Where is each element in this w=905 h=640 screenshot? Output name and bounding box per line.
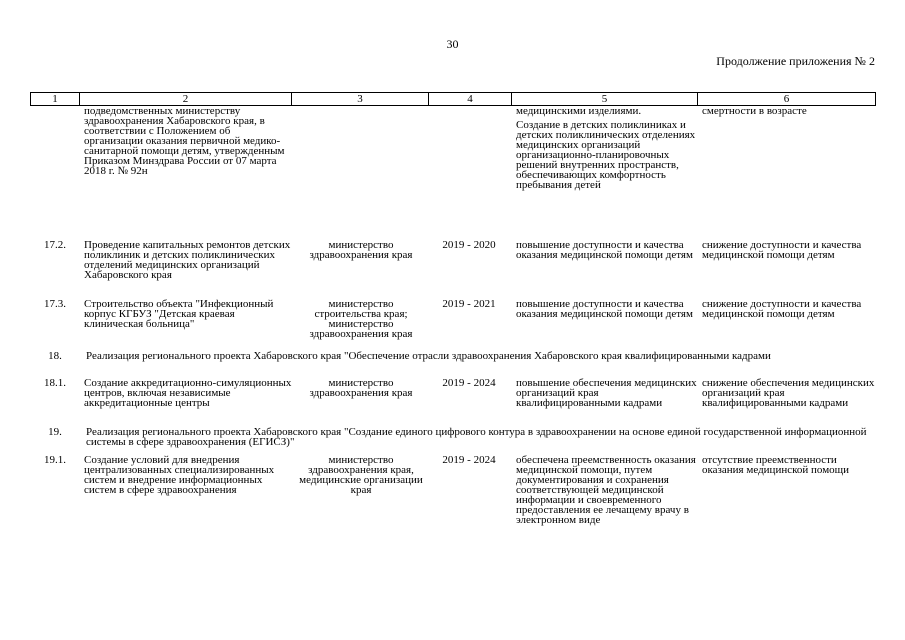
cell-result-part-b: Создание в детских поликлиниках и детских поликлинических отделениях медицинских организаций организационно-планировочных решений внутренних пространств, обеспечивающих комфортность пребывания детей bbox=[516, 119, 696, 191]
cell-result-part-a: медицинскими изделиями. bbox=[516, 105, 642, 117]
header-cell-1: 1 bbox=[30, 93, 80, 105]
cell-period: 2019 - 2021 bbox=[442, 298, 496, 310]
cell-period: 2019 - 2024 bbox=[442, 377, 496, 389]
continuation-note: Продолжение приложения № 2 bbox=[716, 54, 875, 68]
header-cell-3: 3 bbox=[292, 93, 429, 105]
cell-name: подведомственных министерству здравоохранения Хабаровского края, в соответствии с Положением об организации оказания первичной медико-санитарной помощи детям, утвержденным Приказом Минздрава России от 07 марта 2018 г. № 92н bbox=[84, 105, 285, 177]
cell-number: 19.1. bbox=[44, 454, 66, 466]
cell-result: повышение доступности и качества оказания медицинской помощи детям bbox=[516, 298, 693, 320]
header-cell-5: 5 bbox=[512, 93, 698, 105]
cell-result: повышение обеспечения медицинских организаций края квалифицированными кадрами bbox=[516, 377, 697, 409]
cell-number: 17.3. bbox=[44, 298, 66, 310]
cell-name: Проведение капитальных ремонтов детских поликлиник и детских поликлинических отделений медицинских организаций Хабаровского края bbox=[84, 239, 291, 281]
cell-period: 2019 - 2024 bbox=[442, 454, 496, 466]
cell-number: 19. bbox=[48, 426, 62, 438]
cell-number: 17.2. bbox=[44, 239, 66, 251]
cell-name: Строительство объекта "Инфекционный корпус КГБУЗ "Детская краевая клиническая больница" bbox=[84, 298, 274, 330]
cell-consequence: отсутствие преемственности оказания медицинской помощи bbox=[702, 454, 850, 476]
cell-consequence: снижение доступности и качества медицинской помощи детям bbox=[702, 239, 862, 261]
section-heading: Реализация регионального проекта Хабаровского края "Создание единого цифрового контура в здравоохранении на основе единой государственной информационной системы в сфере здравоохранения (ЕГИСЗ)" bbox=[86, 426, 867, 448]
cell-number: 18.1. bbox=[44, 377, 66, 389]
cell-consequence: снижение обеспечения медицинских организаций края квалифицированными кадрами bbox=[702, 377, 875, 409]
cell-executor: министерство строительства края; министерство здравоохранения края bbox=[309, 298, 413, 340]
header-cell-4: 4 bbox=[429, 93, 512, 105]
cell-result bbox=[516, 106, 698, 190]
cell-name: Создание условий для внедрения централизованных специализированных систем и внедрение информационных систем в сфере здравоохранения bbox=[84, 454, 275, 496]
cell-consequence: смертности в возрасте bbox=[702, 105, 807, 117]
section-heading: Реализация регионального проекта Хабаровского края "Обеспечение отрасли здравоохранения Хабаровского края квалифицированными кадрами bbox=[86, 350, 771, 362]
table-header-row bbox=[30, 92, 876, 106]
cell-period: 2019 - 2020 bbox=[442, 239, 496, 251]
cell-executor: министерство здравоохранения края, медицинские организации края bbox=[299, 454, 423, 496]
cell-name: Создание аккредитационно-симуляционных центров, включая независимые аккредитационные центры bbox=[84, 377, 292, 409]
cell-result: обеспечена преемственность оказания медицинской помощи, путем документирования и сохранения соответствующей медицинской информации и своевременного предоставления ее лечащему врачу в электронном виде bbox=[516, 454, 696, 526]
page-number: 30 bbox=[446, 37, 459, 51]
cell-executor: министерство здравоохранения края bbox=[309, 239, 413, 261]
cell-consequence: снижение доступности и качества медицинской помощи детям bbox=[702, 298, 862, 320]
cell-executor: министерство здравоохранения края bbox=[309, 377, 413, 399]
cell-result: повышение доступности и качества оказания медицинской помощи детям bbox=[516, 239, 693, 261]
cell-number: 18. bbox=[48, 350, 62, 362]
header-cell-6: 6 bbox=[698, 93, 876, 105]
header-cell-2: 2 bbox=[80, 93, 292, 105]
